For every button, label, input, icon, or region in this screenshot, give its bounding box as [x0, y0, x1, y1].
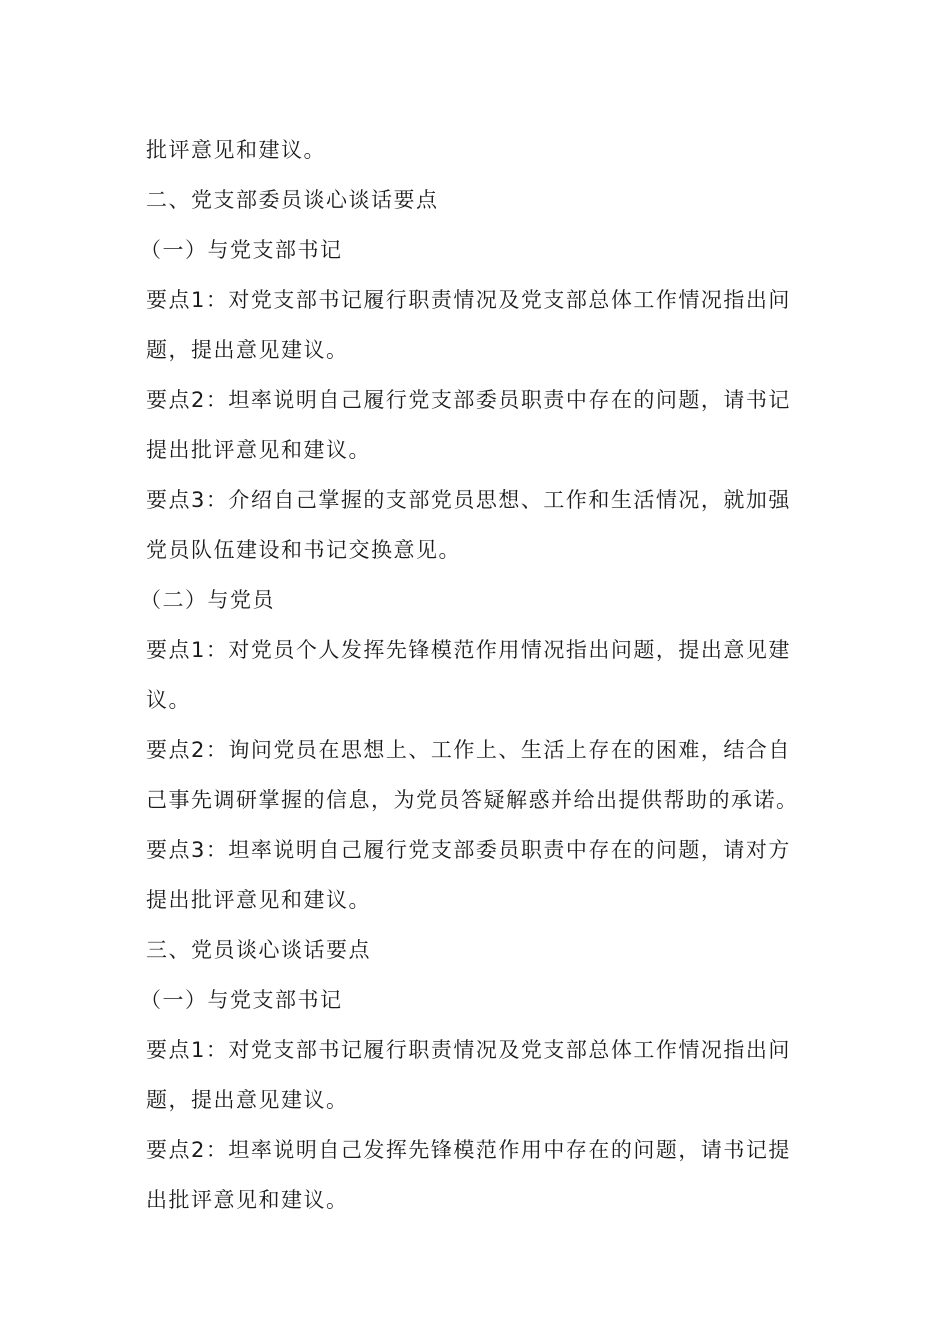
text-line: 己事先调研掌握的信息，为党员答疑解惑并给出提供帮助的承诺。: [146, 788, 799, 812]
section-heading-2: 二、党支部委员谈心谈话要点: [146, 188, 439, 212]
text-line: 要点2：坦率说明自己发挥先锋模范作用中存在的问题，请书记提: [146, 1138, 791, 1162]
text-line: 要点3：介绍自己掌握的支部党员思想、工作和生活情况，就加强: [146, 488, 791, 512]
text-line: 提出批评意见和建议。: [146, 888, 371, 912]
text-line: 议。: [146, 688, 191, 712]
text-line: 题，提出意见建议。: [146, 338, 349, 362]
text-line: 要点1：对党支部书记履行职责情况及党支部总体工作情况指出问: [146, 288, 791, 312]
section-heading-3: 三、党员谈心谈话要点: [146, 938, 371, 962]
subsection-heading-2-2: （二）与党员: [140, 588, 275, 612]
text-line: 出批评意见和建议。: [146, 1188, 349, 1212]
text-line: 要点1：对党支部书记履行职责情况及党支部总体工作情况指出问: [146, 1038, 791, 1062]
text-line: 要点2：坦率说明自己履行党支部委员职责中存在的问题，请书记: [146, 388, 791, 412]
text-line: 党员队伍建设和书记交换意见。: [146, 538, 461, 562]
text-line-continuation: 批评意见和建议。: [146, 138, 326, 162]
subsection-heading-3-1: （一）与党支部书记: [140, 988, 343, 1012]
text-line: 题，提出意见建议。: [146, 1088, 349, 1112]
document-body: [140, 125, 808, 1225]
text-line: 要点3：坦率说明自己履行党支部委员职责中存在的问题，请对方: [146, 838, 791, 862]
text-line: 提出批评意见和建议。: [146, 438, 371, 462]
text-line: 要点2：询问党员在思想上、工作上、生活上存在的困难，结合自: [146, 738, 791, 762]
subsection-heading-2-1: （一）与党支部书记: [140, 238, 343, 262]
text-line: 要点1：对党员个人发挥先锋模范作用情况指出问题，提出意见建: [146, 638, 791, 662]
